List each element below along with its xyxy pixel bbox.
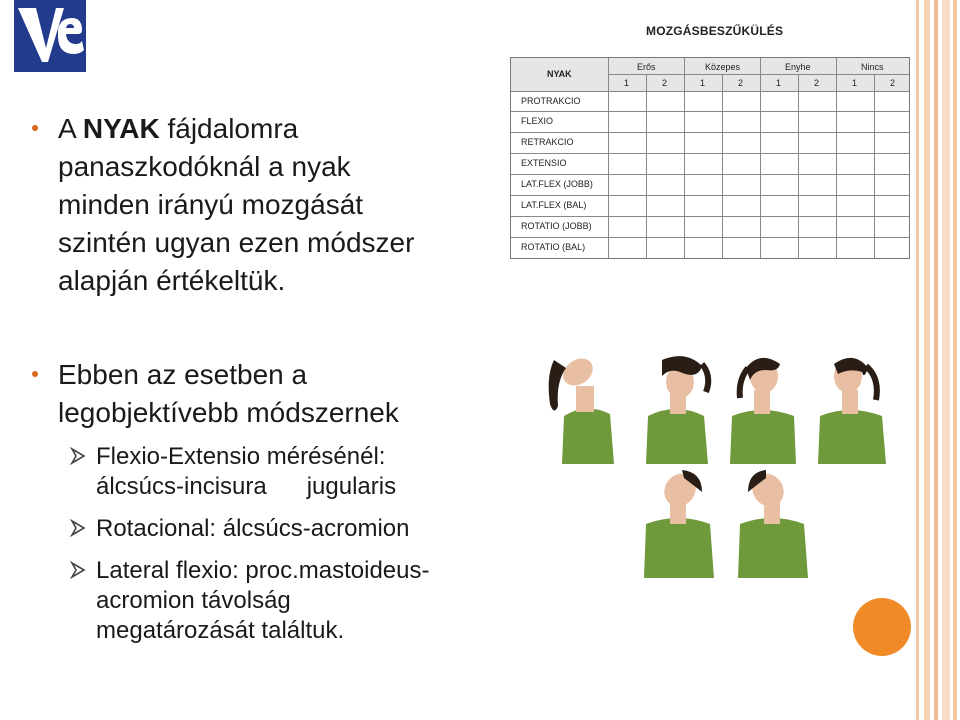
row-label: LAT.FLEX (JOBB) <box>521 179 593 189</box>
group-header: Nincs <box>861 62 884 72</box>
sub-col-header: 2 <box>738 78 744 88</box>
bullet-rest: fájdalomra <box>159 113 299 144</box>
sub-col-header: 1 <box>776 78 782 88</box>
bullet-line: szintén ugyan ezen módszer <box>58 227 415 258</box>
arrow-bullet-icon <box>68 446 88 466</box>
bullet-prefix: A <box>58 113 83 144</box>
sub-col-header: 2 <box>890 78 896 88</box>
sub-line: Lateral flexio: proc.mastoideus- <box>96 557 430 584</box>
row-label: RETRAKCIO <box>521 137 574 147</box>
group-header: Erős <box>637 62 656 72</box>
group-header: Enyhe <box>785 62 811 72</box>
sub-line: acromion távolság <box>96 587 291 614</box>
row-label: ROTATIO (JOBB) <box>521 221 592 231</box>
sub-col-header: 2 <box>814 78 820 88</box>
photo-lateral-flexion-left <box>726 466 822 578</box>
table-corner-label: NYAK <box>547 69 572 79</box>
row-label: PROTRAKCIO <box>521 96 581 106</box>
row-label: EXTENSIO <box>521 158 567 168</box>
group-header: Közepes <box>705 62 741 72</box>
photo-neck-rotation-left <box>810 346 898 464</box>
bullet-nyak <box>58 110 498 300</box>
photo-neck-flexion <box>640 346 714 464</box>
ve-logo <box>14 0 86 72</box>
bullet-line: legobjektívebb módszernek <box>58 397 399 428</box>
sub-line: Rotacional: álcsúcs-acromion <box>96 515 410 542</box>
sub-col-header: 1 <box>624 78 630 88</box>
bullet-method <box>58 356 508 432</box>
bullet-line: Ebben az esetben a <box>58 359 308 390</box>
sub-line: álcsúcs-incisura jugularis <box>96 473 397 500</box>
bullet-dot <box>32 125 38 131</box>
sub-col-header: 1 <box>852 78 858 88</box>
sub-col-header: 2 <box>662 78 668 88</box>
bullet-line: alapján értékeltük. <box>58 265 286 296</box>
sub-line: megatározását találtuk. <box>96 617 345 644</box>
row-label: FLEXIO <box>521 116 554 126</box>
arrow-bullet-icon <box>68 560 88 580</box>
orange-circle-decoration <box>853 598 911 656</box>
arrow-bullet-icon <box>68 518 88 538</box>
bullet-dot <box>32 371 38 377</box>
photo-neck-rotation-right <box>720 346 806 464</box>
row-label: ROTATIO (BAL) <box>521 242 586 252</box>
photo-neck-extension <box>540 346 632 464</box>
sub-item-flexio <box>96 442 516 502</box>
table-title: MOZGÁSBESZŰKÜLÉS <box>646 24 784 38</box>
sub-col-header: 1 <box>700 78 706 88</box>
bullet-line: panaszkodóknál a nyak <box>58 151 351 182</box>
decorative-stripes <box>916 0 960 720</box>
mobility-table <box>510 57 910 259</box>
sub-item-rotacional <box>96 514 516 544</box>
bullet-bold-word: NYAK <box>82 113 160 144</box>
bullet-line: minden irányú mozgását <box>58 189 364 220</box>
photo-lateral-flexion-right <box>630 466 726 578</box>
sub-item-lateral <box>96 556 516 646</box>
row-label: LAT.FLEX (BAL) <box>521 200 587 210</box>
sub-line: Flexio-Extensio mérésénél: <box>96 443 386 470</box>
